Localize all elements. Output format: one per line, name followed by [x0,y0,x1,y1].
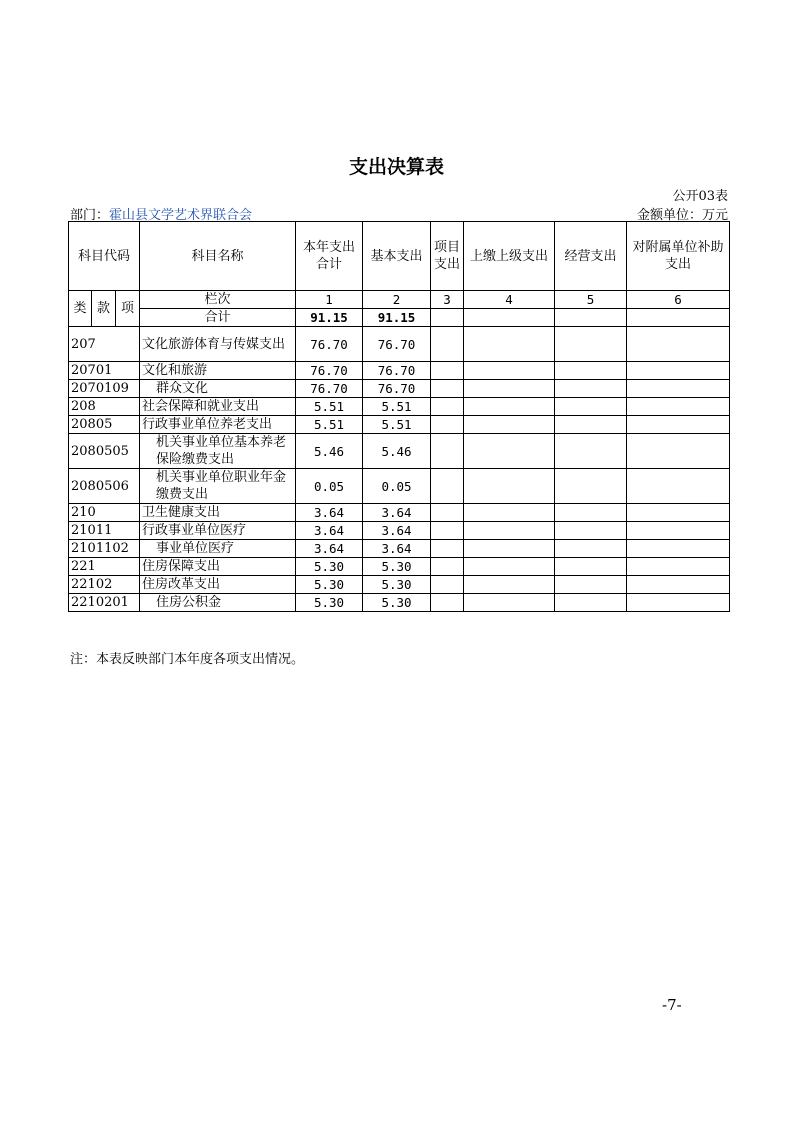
column-number: 4 [464,291,555,309]
header-lei: 类 [69,291,92,327]
row-subsidy [627,594,730,612]
row-project [431,469,464,504]
row-subsidy [627,522,730,540]
row-basic: 76.70 [363,380,431,398]
table-row [69,594,730,612]
row-upper [464,558,555,576]
row-subsidy [627,540,730,558]
row-total: 5.46 [296,434,363,469]
row-name: 卫生健康支出 [140,504,296,522]
row-basic: 5.30 [363,594,431,612]
row-basic: 76.70 [363,362,431,380]
table-row [69,362,730,380]
table-row [69,416,730,434]
row-subsidy [627,362,730,380]
header-kuan: 款 [92,291,116,327]
row-upper [464,594,555,612]
department-label: 部门： [70,208,110,223]
row-upper [464,362,555,380]
row-total: 5.51 [296,398,363,416]
row-name: 住房公积金 [140,594,296,612]
header-upper: 上缴上级支出 [464,222,555,291]
row-business [555,380,627,398]
column-number: 3 [431,291,464,309]
row-basic: 5.46 [363,434,431,469]
department-name: 霍山县文学艺术界联合会 [109,208,253,223]
table-row [69,558,730,576]
row-total: 76.70 [296,380,363,398]
row-name: 行政事业单位养老支出 [140,416,296,434]
row-code: 20805 [69,416,140,434]
row-business [555,522,627,540]
row-business [555,469,627,504]
row-basic: 3.64 [363,504,431,522]
row-subsidy [627,416,730,434]
row-total: 76.70 [296,327,363,362]
row-code: 207 [69,327,140,362]
row-business [555,594,627,612]
row-name: 住房保障支出 [140,558,296,576]
row-code: 21011 [69,522,140,540]
row-code: 2080506 [69,469,140,504]
table-row [69,522,730,540]
row-business [555,558,627,576]
row-upper [464,504,555,522]
row-subsidy [627,398,730,416]
row-name: 机关事业单位职业年金缴费支出 [140,469,296,504]
column-number: 6 [627,291,730,309]
row-name: 群众文化 [140,380,296,398]
row-code: 2101102 [69,540,140,558]
row-subsidy [627,504,730,522]
row-total: 76.70 [296,362,363,380]
column-number: 2 [363,291,431,309]
header-total: 本年支出合计 [296,222,363,291]
row-project [431,416,464,434]
row-upper [464,398,555,416]
row-name: 住房改革支出 [140,576,296,594]
total-row [69,309,730,327]
table-row [69,327,730,362]
row-total: 5.30 [296,594,363,612]
row-upper [464,540,555,558]
column-number: 5 [555,291,627,309]
row-total: 3.64 [296,522,363,540]
row-basic: 3.64 [363,522,431,540]
row-upper [464,522,555,540]
row-code: 2070109 [69,380,140,398]
table-row [69,540,730,558]
page-number: -7- [662,996,682,1014]
row-subsidy [627,434,730,469]
row-project [431,398,464,416]
row-upper [464,416,555,434]
column-number: 1 [296,291,363,309]
expenditure-table [68,221,730,612]
row-project [431,558,464,576]
header-subject-name: 科目名称 [140,222,296,291]
row-business [555,327,627,362]
row-project [431,504,464,522]
table-row [69,576,730,594]
row-subsidy [627,558,730,576]
row-name: 机关事业单位基本养老保险缴费支出 [140,434,296,469]
row-code: 2210201 [69,594,140,612]
header-business: 经营支出 [555,222,627,291]
row-upper [464,576,555,594]
header-project: 项目支出 [431,222,464,291]
row-code: 221 [69,558,140,576]
row-upper [464,434,555,469]
header-basic: 基本支出 [363,222,431,291]
row-code: 2080505 [69,434,140,469]
row-upper [464,380,555,398]
row-name: 行政事业单位医疗 [140,522,296,540]
amount-unit: 金额单位：万元 [636,208,728,223]
total-basic: 91.15 [363,309,431,327]
row-name: 事业单位医疗 [140,540,296,558]
row-business [555,416,627,434]
header-xiang: 项 [116,291,140,327]
row-business [555,398,627,416]
row-project [431,522,464,540]
row-name: 社会保障和就业支出 [140,398,296,416]
row-subsidy [627,380,730,398]
row-subsidy [627,469,730,504]
row-project [431,576,464,594]
row-code: 20701 [69,362,140,380]
row-total: 0.05 [296,469,363,504]
row-subsidy [627,327,730,362]
table-note: 注：本表反映部门本年度各项支出情况。 [70,652,305,667]
row-basic: 0.05 [363,469,431,504]
row-project [431,362,464,380]
row-code: 22102 [69,576,140,594]
row-upper [464,469,555,504]
table-row [69,469,730,504]
row-name: 文化和旅游 [140,362,296,380]
row-business [555,362,627,380]
row-business [555,434,627,469]
row-business [555,576,627,594]
row-basic: 5.51 [363,416,431,434]
document-title: 支出决算表 [348,156,444,178]
row-total: 3.64 [296,540,363,558]
row-subsidy [627,576,730,594]
row-business [555,504,627,522]
row-project [431,434,464,469]
table-row [69,398,730,416]
row-project [431,380,464,398]
header-row [69,222,730,291]
row-upper [464,327,555,362]
row-name: 文化旅游体育与传媒支出 [140,327,296,362]
table-row [69,504,730,522]
row-basic: 3.64 [363,540,431,558]
row-basic: 5.30 [363,558,431,576]
row-code: 210 [69,504,140,522]
row-total: 5.51 [296,416,363,434]
row-total: 5.30 [296,576,363,594]
column-index-label: 栏次 [140,291,296,309]
row-basic: 5.51 [363,398,431,416]
table-code: 公开03表 [672,189,728,204]
header-subsidy: 对附属单位补助支出 [627,222,730,291]
table-row [69,380,730,398]
row-business [555,540,627,558]
total-amount: 91.15 [296,309,363,327]
row-basic: 76.70 [363,327,431,362]
row-project [431,540,464,558]
table-row [69,434,730,469]
column-index-row [69,291,730,309]
header-subject-code: 科目代码 [69,222,140,291]
row-total: 3.64 [296,504,363,522]
row-project [431,327,464,362]
row-project [431,594,464,612]
total-label: 合计 [140,309,296,327]
row-basic: 5.30 [363,576,431,594]
row-code: 208 [69,398,140,416]
row-total: 5.30 [296,558,363,576]
